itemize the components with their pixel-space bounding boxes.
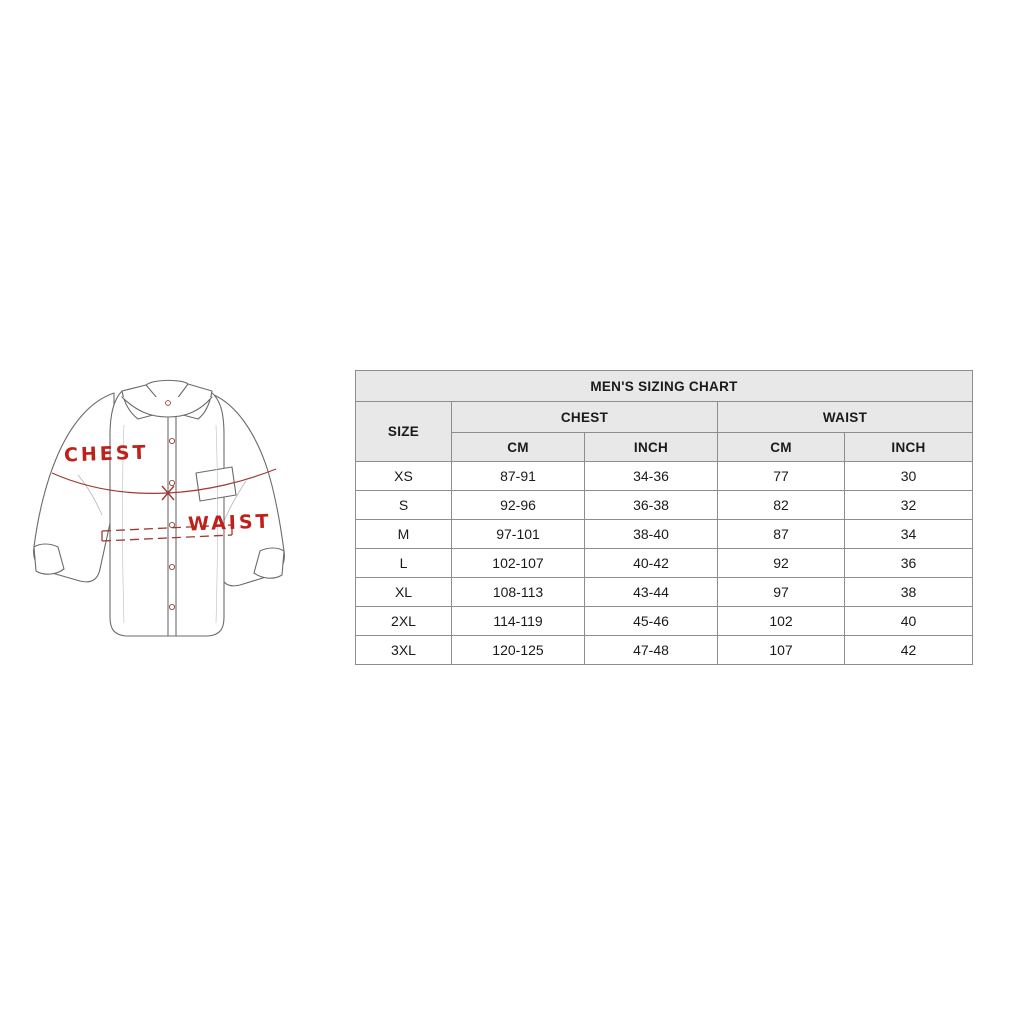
cell-chest-cm: 92-96 — [452, 491, 585, 520]
column-header-waist: WAIST — [718, 402, 973, 433]
table-row — [356, 549, 973, 578]
cell-waist-inch: 40 — [845, 607, 973, 636]
cell-chest-cm: 102-107 — [452, 549, 585, 578]
cell-chest-inch: 45-46 — [585, 607, 718, 636]
cell-size: L — [356, 549, 452, 578]
cell-size: XL — [356, 578, 452, 607]
cell-chest-inch: 40-42 — [585, 549, 718, 578]
column-header-chest-cm: CM — [452, 433, 585, 462]
table-row — [356, 462, 973, 491]
cell-chest-cm: 87-91 — [452, 462, 585, 491]
cell-chest-cm: 114-119 — [452, 607, 585, 636]
table-row — [356, 520, 973, 549]
cell-chest-inch: 36-38 — [585, 491, 718, 520]
table-title: MEN'S SIZING CHART — [356, 371, 973, 402]
table-row — [356, 636, 973, 665]
cell-size: M — [356, 520, 452, 549]
mens-sizing-chart-table — [355, 370, 973, 665]
cell-chest-inch: 47-48 — [585, 636, 718, 665]
column-header-chest-inch: INCH — [585, 433, 718, 462]
column-header-size: SIZE — [356, 402, 452, 462]
table-head — [356, 371, 973, 462]
cell-chest-inch: 34-36 — [585, 462, 718, 491]
cell-waist-cm: 97 — [718, 578, 845, 607]
cell-size: 3XL — [356, 636, 452, 665]
cell-chest-cm: 108-113 — [452, 578, 585, 607]
cell-waist-inch: 42 — [845, 636, 973, 665]
sizing-table-container — [355, 370, 972, 665]
table-row — [356, 491, 973, 520]
cell-waist-inch: 34 — [845, 520, 973, 549]
table-group-header-row — [356, 402, 973, 433]
cell-chest-inch: 38-40 — [585, 520, 718, 549]
cell-size: XS — [356, 462, 452, 491]
cell-waist-cm: 82 — [718, 491, 845, 520]
shirt-illustration — [18, 355, 338, 660]
cell-size: 2XL — [356, 607, 452, 636]
cell-waist-inch: 36 — [845, 549, 973, 578]
cell-waist-inch: 38 — [845, 578, 973, 607]
cell-chest-cm: 97-101 — [452, 520, 585, 549]
cell-chest-cm: 120-125 — [452, 636, 585, 665]
cell-waist-cm: 92 — [718, 549, 845, 578]
chest-label: CHEST — [63, 441, 149, 467]
cell-size: S — [356, 491, 452, 520]
table-body — [356, 462, 973, 665]
cell-waist-inch: 32 — [845, 491, 973, 520]
waist-label: WAIST — [187, 510, 272, 536]
cell-waist-cm: 102 — [718, 607, 845, 636]
cell-waist-cm: 107 — [718, 636, 845, 665]
shirt-line-drawing-svg — [18, 355, 338, 660]
cell-waist-inch: 30 — [845, 462, 973, 491]
cell-chest-inch: 43-44 — [585, 578, 718, 607]
table-row — [356, 607, 973, 636]
table-row — [356, 578, 973, 607]
cell-waist-cm: 77 — [718, 462, 845, 491]
column-header-waist-cm: CM — [718, 433, 845, 462]
column-header-waist-inch: INCH — [845, 433, 973, 462]
table-title-row — [356, 371, 973, 402]
column-header-chest: CHEST — [452, 402, 718, 433]
cell-waist-cm: 87 — [718, 520, 845, 549]
